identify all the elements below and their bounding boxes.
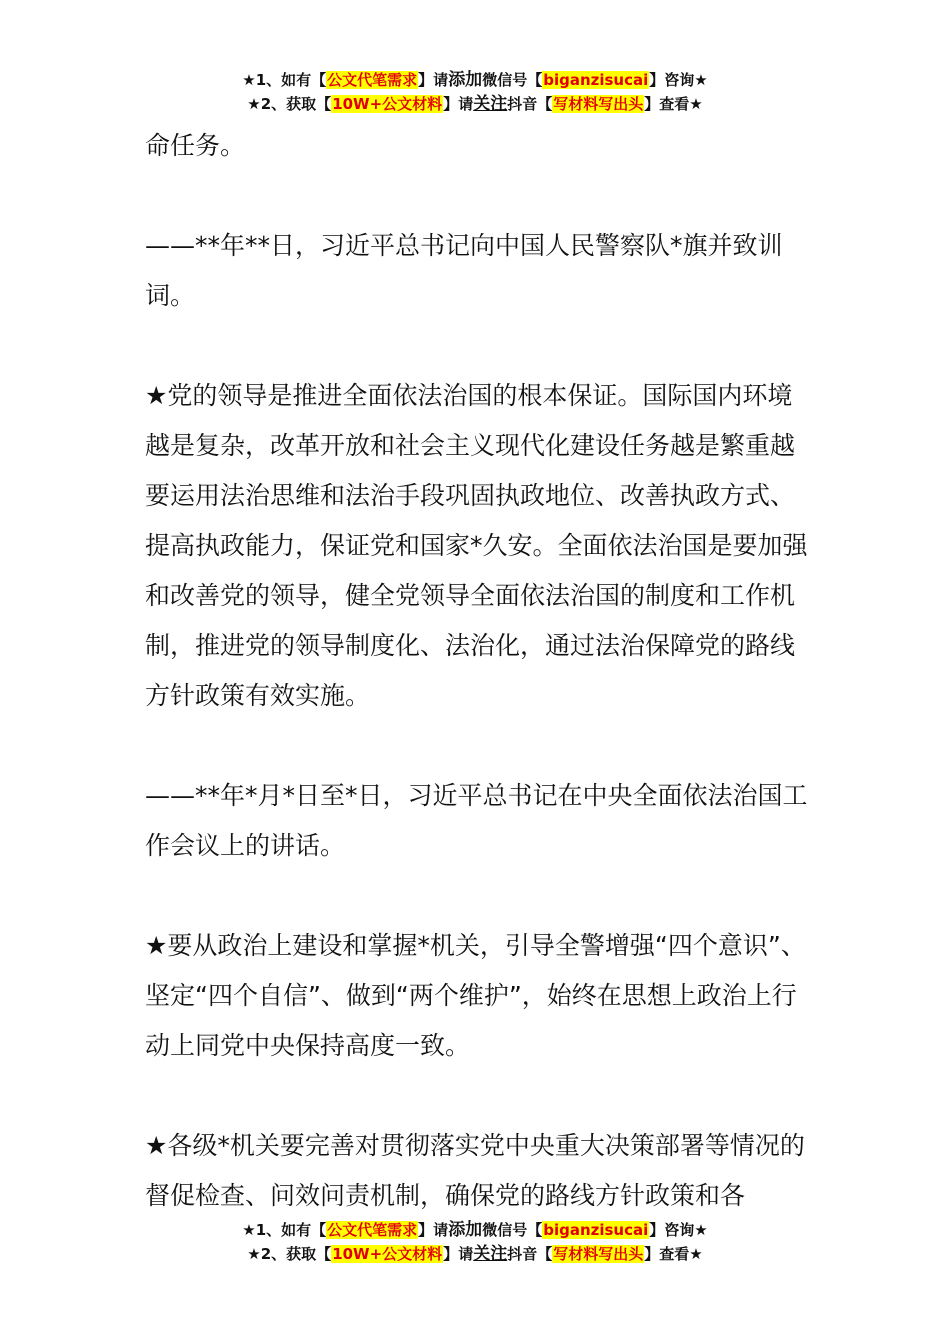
paragraph-source-citation: ——**年*月*日至*日，习近平总书记在中央全面依法治国工作会议上的讲话。: [145, 781, 808, 860]
banner-highlight-wechat-id: biganzisucai: [543, 1221, 649, 1239]
paragraph-political-building: ★要从政治上建设和掌握*机关，引导全警增强“四个意识”、坚定“四个自信”、做到“两个维护”，始终在思想上政治上行动上同党中央保持高度一致。: [145, 931, 806, 1060]
banner-prefix: ★2、获取【: [247, 95, 332, 113]
paragraph-continuation: 命任务。: [145, 131, 246, 160]
header-banner: [0, 68, 950, 116]
footer-banner-line-1: [0, 1218, 950, 1242]
banner-text: 微信号【: [482, 1221, 543, 1239]
banner-emphasis: 添加: [448, 1220, 483, 1240]
banner-text: 】请: [418, 71, 449, 89]
banner-emphasis: 添加: [448, 70, 483, 90]
banner-text: 微信号【: [482, 71, 543, 89]
header-banner-line-2: [0, 92, 950, 116]
paragraph-supervision: ★各级*机关要完善对贯彻落实党中央重大决策部署等情况的督促检查、问效问责机制，确保党的路线方针政策和各: [145, 1131, 805, 1210]
banner-highlight-service: 公文代笔需求: [327, 1221, 418, 1239]
banner-suffix: 】咨询★: [649, 1221, 708, 1239]
banner-suffix: 】咨询★: [649, 71, 708, 89]
banner-emphasis: 关注: [473, 94, 508, 114]
banner-highlight-service: 公文代笔需求: [327, 71, 418, 89]
banner-highlight-douyin-account: 写材料写出头: [553, 95, 644, 113]
banner-text: 】请: [418, 1221, 449, 1239]
banner-suffix: 】查看★: [644, 95, 703, 113]
paragraph-source-citation: ——**年**日，习近平总书记向中国人民警察队*旗并致训词。: [145, 231, 783, 310]
banner-text: 抖音【: [507, 95, 553, 113]
header-banner-line-1: [0, 68, 950, 92]
footer-banner: [0, 1218, 950, 1266]
banner-highlight-materials: 10W+公文材料: [332, 1245, 443, 1263]
footer-banner-line-2: [0, 1242, 950, 1266]
banner-prefix: ★1、如有【: [242, 71, 327, 89]
banner-prefix: ★1、如有【: [242, 1221, 327, 1239]
banner-emphasis: 关注: [473, 1244, 508, 1264]
banner-suffix: 】查看★: [644, 1245, 703, 1263]
banner-highlight-douyin-account: 写材料写出头: [553, 1245, 644, 1263]
document-body: [145, 121, 810, 1221]
banner-text: 】请: [443, 1245, 474, 1263]
banner-prefix: ★2、获取【: [247, 1245, 332, 1263]
banner-text: 抖音【: [507, 1245, 553, 1263]
banner-text: 】请: [443, 95, 474, 113]
paragraph-party-leadership: ★党的领导是推进全面依法治国的根本保证。国际国内环境越是复杂，改革开放和社会主义现代化建设任务越是繁重越要运用法治思维和法治手段巩固执政地位、改善执政方式、提高执政能力，保证党和国家*久安。全面依法治国是要加强和改善党的领导，健全党领导全面依法治国的制度和工作机制，推进党的领导制度化、法治化，通过法治保障党的路线方针政策有效实施。: [145, 381, 808, 710]
banner-highlight-materials: 10W+公文材料: [332, 95, 443, 113]
banner-highlight-wechat-id: biganzisucai: [543, 71, 649, 89]
